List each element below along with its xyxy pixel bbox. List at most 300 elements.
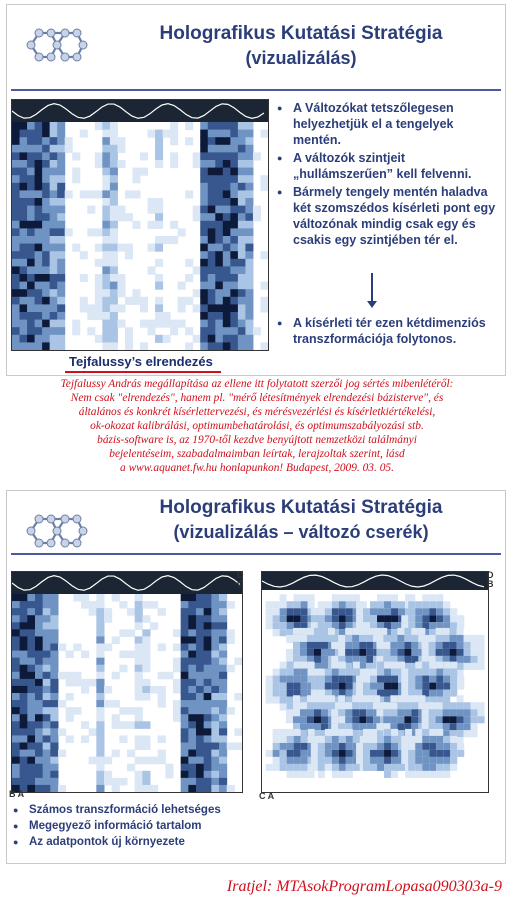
heat-cell — [311, 743, 318, 750]
heat-cell — [35, 594, 43, 602]
heat-cell — [181, 594, 189, 602]
heat-cell — [211, 743, 219, 751]
down-arrow-icon — [371, 273, 373, 303]
heat-cell — [95, 289, 103, 297]
heat-cell — [104, 686, 112, 694]
heat-cell — [35, 206, 43, 214]
heat-cell — [173, 644, 181, 652]
heat-cell — [12, 714, 20, 722]
heat-cell — [200, 213, 208, 221]
heat-cell — [196, 757, 204, 765]
heat-cell — [155, 259, 163, 267]
heat-cell — [27, 312, 35, 320]
heat-cell — [196, 714, 204, 722]
heat-cell — [20, 266, 28, 274]
heat-cell — [273, 697, 280, 704]
heat-cell — [339, 601, 346, 608]
heat-cell — [178, 282, 186, 290]
heat-cell — [245, 221, 253, 229]
heat-cell — [223, 335, 231, 343]
heat-cell — [346, 615, 353, 622]
heat-cell — [204, 714, 212, 722]
heat-cell — [245, 228, 253, 236]
heat-cell — [238, 206, 246, 214]
heat-cell — [43, 658, 51, 666]
heat-cell — [43, 785, 51, 792]
heat-cell — [188, 658, 196, 666]
heat-cell — [307, 628, 314, 635]
heat-cell — [35, 700, 43, 708]
heat-cell — [42, 335, 50, 343]
heat-cell — [170, 122, 178, 130]
heat-cell — [238, 312, 246, 320]
heat-cell — [390, 635, 397, 642]
heat-cell — [181, 721, 189, 729]
heat-cell — [339, 608, 346, 615]
heat-cell — [181, 629, 189, 637]
heat-cell — [43, 721, 51, 729]
heat-cell — [20, 700, 28, 708]
heat-cell — [415, 729, 422, 736]
heat-cell — [280, 757, 287, 764]
slide-1-divider — [11, 89, 501, 91]
heat-cell — [135, 665, 143, 673]
heat-cell — [163, 130, 171, 138]
heat-cell — [12, 764, 20, 772]
heat-cell — [95, 282, 103, 290]
heat-cell — [57, 244, 65, 252]
heat-cell — [102, 175, 110, 183]
heat-cell — [27, 274, 35, 282]
heat-cell — [219, 785, 227, 792]
heatmap-2-right — [261, 571, 489, 793]
heat-cell — [287, 690, 294, 697]
heat-cell — [57, 122, 65, 130]
heat-cell — [196, 707, 204, 715]
heat-cell — [370, 601, 377, 608]
heat-cell — [260, 175, 268, 183]
heat-cell — [443, 764, 450, 771]
heat-cell — [188, 672, 196, 680]
heat-cell — [215, 327, 223, 335]
heat-cell — [102, 335, 110, 343]
heat-cell — [328, 695, 335, 702]
heat-cell — [332, 757, 339, 764]
heat-cell — [196, 651, 204, 659]
heat-cell — [50, 335, 58, 343]
heat-cell — [208, 183, 216, 191]
heat-cell — [87, 304, 95, 312]
heat-cell — [450, 683, 457, 690]
heat-cell — [181, 764, 189, 772]
heat-cell — [223, 160, 231, 168]
heat-cell — [345, 628, 352, 635]
heat-cell — [332, 771, 339, 778]
heat-cell — [57, 190, 65, 198]
heat-cell — [405, 729, 412, 736]
heat-cell — [155, 206, 163, 214]
slide-2-bullet-3: ● Az adatpontok új környezete — [13, 835, 333, 849]
heat-cell — [471, 730, 478, 737]
heat-cell — [200, 327, 208, 335]
heat-cell — [321, 702, 328, 709]
heat-cell — [211, 771, 219, 779]
heat-cell — [148, 221, 156, 229]
heat-cell — [238, 175, 246, 183]
heat-cell — [27, 297, 35, 305]
heat-cell — [294, 757, 301, 764]
heat-cell — [436, 649, 443, 656]
heat-cell — [42, 175, 50, 183]
heat-cell — [227, 743, 235, 751]
heat-cell — [238, 213, 246, 221]
heat-cell — [464, 716, 471, 723]
heat-cell — [132, 289, 140, 297]
heat-cell — [57, 289, 65, 297]
slide-1-title-line2: (vizualizálás) — [245, 48, 357, 68]
heat-cell — [188, 700, 196, 708]
heat-cell — [408, 736, 415, 743]
heat-cell — [142, 679, 150, 687]
heat-cell — [50, 183, 58, 191]
heat-cell — [391, 615, 398, 622]
heat-cell — [208, 152, 216, 160]
heat-cell — [411, 702, 418, 709]
heat-cell — [155, 304, 163, 312]
heat-cell — [20, 721, 28, 729]
heat-cell — [352, 642, 359, 649]
heat-cell — [219, 644, 227, 652]
heat-cell — [200, 130, 208, 138]
heat-cell — [311, 757, 318, 764]
heat-cell — [188, 594, 196, 602]
heat-cell — [27, 213, 35, 221]
heat-cell — [321, 716, 328, 723]
heat-cell — [415, 683, 422, 690]
heat-cell — [219, 764, 227, 772]
heat-cell — [280, 697, 287, 704]
heat-cell — [230, 304, 238, 312]
heat-cell — [238, 198, 246, 206]
heat-cell — [211, 714, 219, 722]
heat-cell — [12, 601, 20, 609]
heat-cell — [408, 615, 415, 622]
heat-cell — [332, 615, 339, 622]
heat-cell — [211, 679, 219, 687]
heat-cell — [20, 750, 28, 758]
heat-cell — [110, 236, 118, 244]
heat-cell — [219, 636, 227, 644]
heat-cell — [110, 282, 118, 290]
heat-cell — [211, 778, 219, 786]
heat-cell — [204, 693, 212, 701]
heat-cell — [223, 130, 231, 138]
heat-cell — [215, 152, 223, 160]
heat-cell — [238, 183, 246, 191]
heat-cell — [457, 642, 464, 649]
heat-cell — [223, 206, 231, 214]
heat-cell — [12, 236, 20, 244]
heat-cell — [478, 649, 485, 656]
heat-cell — [223, 274, 231, 282]
heat-cell — [429, 750, 436, 757]
heat-cell — [318, 608, 325, 615]
heat-cell — [50, 757, 58, 765]
heat-cell — [345, 702, 352, 709]
heat-cell — [127, 608, 135, 616]
heat-cell — [208, 168, 216, 176]
heat-cell — [57, 152, 65, 160]
heat-cell — [95, 297, 103, 305]
heat-cell — [185, 137, 193, 145]
heat-cell — [50, 636, 58, 644]
heat-cell — [223, 145, 231, 153]
heat-cell — [308, 662, 315, 669]
heat-cell — [20, 608, 28, 616]
heat-cell — [280, 690, 287, 697]
heat-cell — [391, 683, 398, 690]
heat-cell — [215, 221, 223, 229]
heat-cell — [429, 601, 436, 608]
heat-cell — [352, 702, 359, 709]
heat-cell — [96, 785, 104, 792]
heat-cell — [245, 130, 253, 138]
heat-cell — [245, 213, 253, 221]
heat-cell — [20, 644, 28, 652]
heat-cell — [42, 297, 50, 305]
heat-cell — [117, 244, 125, 252]
heat-cell — [227, 665, 235, 673]
heat-cell — [135, 735, 143, 743]
heat-cell — [457, 743, 464, 750]
heat-cell — [188, 615, 196, 623]
heat-cell — [12, 665, 20, 673]
heat-cell — [332, 608, 339, 615]
heat-cell — [359, 649, 366, 656]
heat-cell — [35, 608, 43, 616]
heat-cell — [12, 771, 20, 779]
heat-cell — [314, 628, 321, 635]
heat-cell — [245, 289, 253, 297]
heat-cell — [286, 709, 293, 716]
heat-cell — [110, 251, 118, 259]
heat-cell — [339, 662, 346, 669]
heat-cell — [35, 190, 43, 198]
heat-cell — [102, 130, 110, 138]
heat-cell — [408, 608, 415, 615]
heat-cell — [287, 771, 294, 778]
heat-cell — [411, 709, 418, 716]
heat-cell — [142, 757, 150, 765]
heat-cell — [384, 750, 391, 757]
heat-cell — [35, 693, 43, 701]
heat-cell — [27, 289, 35, 297]
heat-cell — [196, 778, 204, 786]
heat-cell — [155, 335, 163, 343]
heat-cell — [132, 190, 140, 198]
heat-cell — [20, 122, 28, 130]
heat-cell — [204, 750, 212, 758]
heat-cell — [384, 662, 391, 669]
heat-cell — [96, 714, 104, 722]
heat-cell — [66, 707, 74, 715]
heat-cell — [429, 771, 436, 778]
heat-cell — [245, 342, 253, 350]
heat-cell — [155, 236, 163, 244]
heat-cell — [163, 312, 171, 320]
heat-cell — [352, 695, 359, 702]
heat-cell — [211, 665, 219, 673]
heat-cell — [384, 676, 391, 683]
heat-cell — [170, 130, 178, 138]
heat-cell — [20, 636, 28, 644]
heat-cell — [20, 137, 28, 145]
heat-cell — [185, 342, 193, 350]
heat-cell — [318, 601, 325, 608]
heat-cell — [211, 757, 219, 765]
heat-cell — [42, 259, 50, 267]
heat-cell — [27, 236, 35, 244]
heat-cell — [50, 693, 58, 701]
heat-cell — [415, 757, 422, 764]
heat-cell — [50, 672, 58, 680]
heat-cell — [436, 669, 443, 676]
heat-cell — [110, 289, 118, 297]
heat-cell — [96, 608, 104, 616]
heat-cell — [50, 608, 58, 616]
heat-cell — [50, 228, 58, 236]
heat-cell — [119, 629, 127, 637]
heat-cell — [110, 244, 118, 252]
heat-cell — [450, 615, 457, 622]
heat-cell — [27, 743, 35, 751]
heat-cell — [95, 259, 103, 267]
heat-cell — [429, 702, 436, 709]
slide-1-caption: Tejfalussy’s elrendezés — [69, 354, 213, 369]
heat-cell — [457, 702, 464, 709]
heat-cell — [35, 686, 43, 694]
heat-cell — [411, 695, 418, 702]
heat-cell — [338, 716, 345, 723]
heat-cell — [287, 601, 294, 608]
heat-cell — [294, 764, 301, 771]
heat-cell — [436, 729, 443, 736]
heat-cell — [125, 342, 133, 350]
heat-cell — [234, 728, 242, 736]
heat-cell — [20, 282, 28, 290]
heat-cell — [273, 601, 280, 608]
heat-cell — [363, 669, 370, 676]
heat-cell — [273, 757, 280, 764]
document-signature: Iratjel: MTAsokProgramLopasa090303a-9 — [226, 878, 502, 895]
heat-cell — [178, 297, 186, 305]
heat-cell — [230, 122, 238, 130]
heat-cell — [12, 750, 20, 758]
heat-cell — [110, 266, 118, 274]
heat-cell — [50, 342, 58, 350]
heat-cell — [219, 622, 227, 630]
heat-cell — [66, 679, 74, 687]
heat-cell — [35, 707, 43, 715]
heat-cell — [119, 707, 127, 715]
heat-cell — [12, 728, 20, 736]
heat-cell — [35, 266, 43, 274]
heat-cell — [238, 228, 246, 236]
heat-cell — [95, 244, 103, 252]
heat-cell — [42, 198, 50, 206]
heat-cell — [215, 342, 223, 350]
heat-cell — [280, 736, 287, 743]
heat-cell — [73, 672, 81, 680]
heat-cell — [223, 289, 231, 297]
heat-cell — [155, 213, 163, 221]
heat-cell — [238, 160, 246, 168]
heat-cell — [181, 757, 189, 765]
heat-cell — [223, 213, 231, 221]
heat-cell — [181, 693, 189, 701]
heat-cell — [464, 649, 471, 656]
heat-cell — [12, 228, 20, 236]
heat-cell — [321, 642, 328, 649]
heat-cell — [170, 137, 178, 145]
heat-cell — [280, 743, 287, 750]
heat-cell — [471, 709, 478, 716]
heat-cell — [211, 764, 219, 772]
heat-cell — [110, 221, 118, 229]
heat-cell — [397, 702, 404, 709]
heat-cell — [148, 327, 156, 335]
heat-cell — [215, 236, 223, 244]
heat-cell — [43, 750, 51, 758]
heat-cell — [208, 320, 216, 328]
heat-cell — [219, 651, 227, 659]
heat-cell — [181, 672, 189, 680]
heat-cell — [377, 662, 384, 669]
heat-cell — [43, 679, 51, 687]
heat-cell — [27, 622, 35, 630]
heat-cell — [96, 686, 104, 694]
heat-cell — [158, 750, 166, 758]
heat-cell — [294, 615, 301, 622]
heat-cell — [286, 649, 293, 656]
heat-cell — [20, 130, 28, 138]
heat-cell — [208, 244, 216, 252]
heat-cell — [35, 259, 43, 267]
heat-cell — [294, 594, 301, 601]
heat-cell — [318, 736, 325, 743]
heat-cell — [366, 635, 373, 642]
heat-cell — [339, 771, 346, 778]
heat-cell — [27, 601, 35, 609]
heat-cell — [346, 757, 353, 764]
heat-cell — [301, 771, 308, 778]
heat-cell — [135, 721, 143, 729]
heat-cell — [286, 716, 293, 723]
heat-cell — [363, 676, 370, 683]
heat-cell — [35, 274, 43, 282]
heat-cell — [12, 152, 20, 160]
heat-cell — [398, 608, 405, 615]
heat-cell — [12, 707, 20, 715]
heat-cell — [443, 676, 450, 683]
heat-cell — [27, 771, 35, 779]
heat-cell — [204, 735, 212, 743]
heat-cell — [96, 693, 104, 701]
heat-cell — [27, 228, 35, 236]
heat-cell — [117, 282, 125, 290]
heat-cell — [200, 152, 208, 160]
heat-cell — [422, 771, 429, 778]
